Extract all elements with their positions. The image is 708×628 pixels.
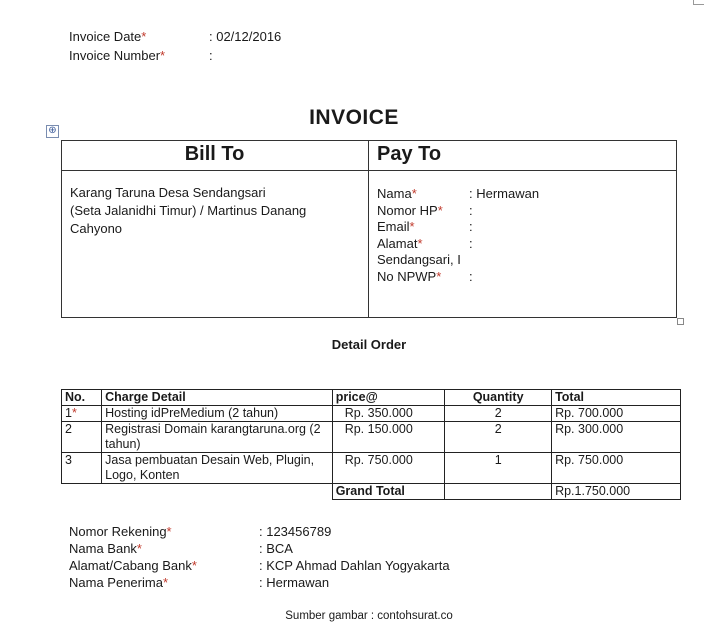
- pay-to-label: Nomor HP: [377, 202, 438, 218]
- table-row: [62, 453, 681, 484]
- charge-detail-cell: Jasa pembuatan Desain Web, Plugin, Logo, Konten: [102, 453, 333, 484]
- pay-to-label: Nama: [377, 186, 412, 201]
- quantity-cell: 2: [445, 406, 552, 422]
- empty-cell: [62, 484, 102, 500]
- quantity-cell: 2: [445, 422, 552, 453]
- price-cell: Rp. 750.000: [332, 453, 445, 484]
- total-cell: Rp. 700.000: [552, 406, 681, 422]
- bill-to-line: (Seta Jalanidhi Timur) / Martinus Danang: [70, 203, 307, 218]
- bank-row: [69, 574, 450, 591]
- price-cell: Rp. 350.000: [332, 406, 445, 422]
- quantity-cell: 1: [445, 453, 552, 484]
- bank-row: [69, 523, 450, 540]
- required-mark: *: [166, 524, 172, 539]
- pay-to-row: [377, 236, 539, 253]
- pay-to-label: No NPWP: [377, 268, 437, 284]
- row-number: 1: [65, 406, 72, 420]
- bill-pay-header-line: [61, 170, 677, 171]
- bill-to-line: Karang Taruna Desa Sendangsari: [70, 185, 266, 200]
- bank-value: : Hermawan: [259, 575, 330, 590]
- total-cell: Rp. 750.000: [552, 453, 681, 484]
- bill-to-line: Cahyono: [70, 221, 123, 236]
- pay-to-value: :: [469, 235, 473, 251]
- order-table: [61, 389, 681, 500]
- column-header: Total: [552, 390, 681, 406]
- grand-total-row: [62, 484, 681, 500]
- required-mark: *: [160, 48, 166, 63]
- charge-detail-cell: Hosting idPreMedium (2 tahun): [102, 406, 333, 422]
- table-row: [62, 422, 681, 453]
- table-resize-handle[interactable]: [677, 318, 684, 325]
- bank-value: : KCP Ahmad Dahlan Yogyakarta: [259, 558, 450, 573]
- bank-label: Alamat/Cabang Bank: [69, 558, 192, 573]
- charge-detail-cell: Registrasi Domain karangtaruna.org (2 tahun): [102, 422, 333, 453]
- pay-to-row: [377, 203, 539, 220]
- pay-to-address-continuation: Sendangsari, I: [377, 252, 461, 267]
- required-mark: *: [71, 406, 77, 420]
- row-number-cell: 2: [62, 422, 102, 453]
- bank-value: : 123456789: [259, 524, 332, 539]
- pay-to-heading: Pay To: [377, 143, 442, 165]
- required-mark: *: [411, 186, 417, 201]
- column-header: Charge Detail: [102, 390, 333, 406]
- column-header: price@: [332, 390, 445, 406]
- table-row: [62, 406, 681, 422]
- invoice-title: INVOICE: [309, 106, 399, 129]
- invoice-date-label: Invoice Date: [69, 29, 142, 44]
- invoice-number-label: Invoice Number: [69, 48, 161, 63]
- pay-to-label: Alamat: [377, 235, 418, 251]
- pay-to-value: :: [469, 219, 473, 234]
- image-source-caption: Sumber gambar : contohsurat.co: [285, 610, 453, 622]
- grand-total-value: Rp.1.750.000: [552, 484, 681, 500]
- column-header: No.: [62, 390, 102, 406]
- bank-details: [69, 523, 450, 591]
- pay-to-label: Email: [377, 219, 410, 234]
- pay-to-row: [377, 186, 539, 203]
- invoice-number-value: :: [209, 48, 213, 63]
- bank-row: [69, 557, 450, 574]
- pay-to-value: :: [469, 202, 473, 218]
- bank-label: Nama Bank: [69, 541, 137, 556]
- bill-to-heading: Bill To: [184, 143, 245, 165]
- grand-total-label: Grand Total: [332, 484, 445, 500]
- column-header: Quantity: [445, 390, 552, 406]
- bank-label: Nama Penerima: [69, 575, 163, 590]
- price-cell: Rp. 150.000: [332, 422, 445, 453]
- detail-order-heading: Detail Order: [331, 337, 407, 352]
- invoice-number-row: [69, 46, 213, 65]
- row-number-cell: 3: [62, 453, 102, 484]
- bank-value: : BCA: [259, 541, 293, 556]
- pay-to-details: [377, 186, 539, 285]
- required-mark: *: [437, 202, 443, 218]
- invoice-date-value: : 02/12/2016: [209, 29, 282, 44]
- bank-label: Nomor Rekening: [69, 524, 167, 539]
- bill-pay-divider: [368, 140, 369, 318]
- required-mark: *: [162, 575, 168, 590]
- required-mark: *: [417, 235, 423, 251]
- row-number-cell: [62, 406, 102, 422]
- empty-cell: [445, 484, 552, 500]
- empty-cell: [102, 484, 333, 500]
- order-table-header-row: [62, 390, 681, 406]
- total-cell: Rp. 300.000: [552, 422, 681, 453]
- pay-to-row: [377, 219, 539, 236]
- required-mark: *: [436, 268, 442, 284]
- required-mark: *: [191, 558, 197, 573]
- table-move-handle-icon[interactable]: ⊕: [46, 125, 59, 138]
- invoice-date-row: [69, 27, 281, 46]
- required-mark: *: [136, 541, 142, 556]
- pay-to-row: [377, 269, 539, 286]
- page-corner-mark: [693, 0, 704, 5]
- bank-row: [69, 540, 450, 557]
- pay-to-value: : Hermawan: [469, 186, 540, 201]
- required-mark: *: [409, 219, 415, 234]
- required-mark: *: [141, 29, 147, 44]
- bill-to-address: [70, 184, 360, 238]
- pay-to-value: :: [469, 268, 473, 284]
